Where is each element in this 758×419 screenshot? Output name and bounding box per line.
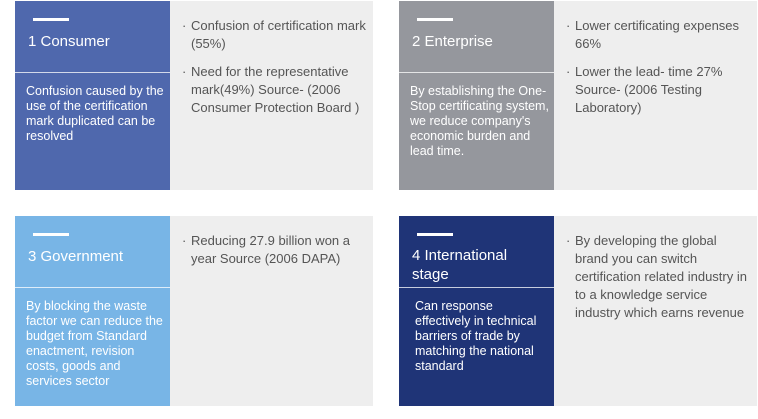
- card-consumer-header: [15, 1, 170, 190]
- bullet: ·: [566, 18, 571, 33]
- bullet: ·: [566, 233, 571, 248]
- bullet: ·: [182, 18, 187, 33]
- detail-text: Reducing 27.9 billion won a year Source (2006 DAPA): [191, 233, 350, 266]
- title-bar: [33, 233, 69, 236]
- divider: [399, 72, 554, 73]
- detail-text: Lower certificating expenses 66%: [575, 18, 740, 51]
- detail-text: By developing the global brand you can switch certification related industry in to a knowledge service industry which earns revenue: [575, 233, 747, 320]
- divider: [15, 72, 170, 73]
- card-government: [15, 216, 373, 406]
- detail-item: [182, 17, 367, 53]
- card-government-header: [15, 216, 170, 406]
- card-enterprise-header: [399, 1, 554, 190]
- card-description: By establishing the One-Stop certificating system, we reduce company's economic burden and lead time.: [410, 84, 549, 158]
- card-title: 3 Government: [28, 248, 124, 265]
- title-bar: [33, 18, 69, 21]
- card-international-header: [399, 216, 554, 406]
- title-bar: [417, 233, 453, 236]
- card-international: [399, 216, 757, 406]
- detail-text: Need for the representative mark(49%) Source- (2006 Consumer Protection Board ): [191, 64, 360, 115]
- detail-item: [182, 232, 367, 268]
- card-government-details: [170, 216, 373, 406]
- card-description: By blocking the waste factor we can reduce the budget from Standard enactment, revision costs, goods and services sector: [26, 299, 163, 388]
- card-description: Can response effectively in technical barriers of trade by matching the national standard: [415, 299, 537, 373]
- detail-item: [566, 63, 751, 117]
- card-title: 1 Consumer: [28, 33, 110, 50]
- title-bar: [417, 18, 453, 21]
- card-description: Confusion caused by the use of the certification mark duplicated can be resolved: [26, 84, 164, 143]
- card-consumer: [15, 1, 373, 190]
- detail-item: [182, 63, 367, 117]
- detail-text: Confusion of certification mark (55%): [191, 18, 366, 51]
- card-enterprise-details: [554, 1, 757, 190]
- detail-item: [566, 17, 751, 53]
- divider: [399, 287, 554, 288]
- card-enterprise: [399, 1, 757, 190]
- card-international-details: [554, 216, 757, 406]
- detail-text: Lower the lead- time 27% Source- (2006 Testing Laboratory): [575, 64, 723, 115]
- card-consumer-details: [170, 1, 373, 190]
- divider: [15, 287, 170, 288]
- card-title: 4 International stage: [412, 247, 508, 283]
- bullet: ·: [566, 64, 571, 79]
- detail-item: [566, 232, 751, 322]
- bullet: ·: [182, 64, 187, 79]
- bullet: ·: [182, 233, 187, 248]
- card-title: 2 Enterprise: [412, 33, 493, 50]
